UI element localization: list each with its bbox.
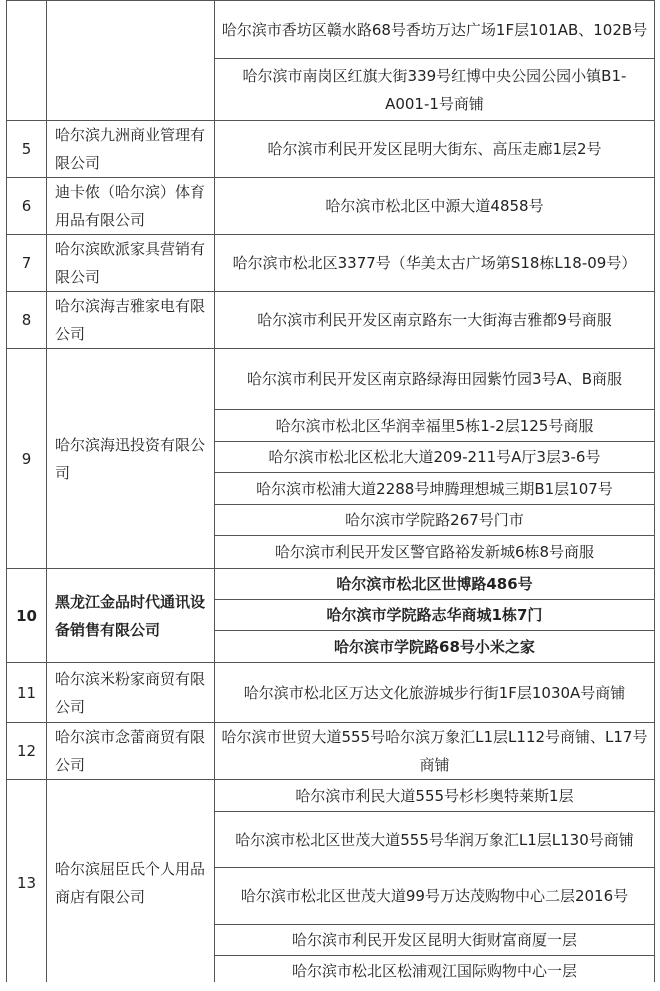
company-name: 哈尔滨海迅投资有限公司 xyxy=(47,349,215,569)
company-name: 哈尔滨九洲商业管理有限公司 xyxy=(47,121,215,178)
company-name xyxy=(47,1,215,121)
row-number: 10 xyxy=(7,569,47,663)
table-row xyxy=(7,1,655,59)
table-row xyxy=(7,349,655,410)
store-address: 哈尔滨市松北区华润幸福里5栋1-2层125号商服 xyxy=(215,410,655,442)
company-name: 哈尔滨欧派家具营销有限公司 xyxy=(47,235,215,292)
company-name: 迪卡侬（哈尔滨）体育用品有限公司 xyxy=(47,178,215,235)
row-number: 9 xyxy=(7,349,47,569)
row-number: 6 xyxy=(7,178,47,235)
table-row xyxy=(7,780,655,812)
store-address: 哈尔滨市世贸大道555号哈尔滨万象汇L1层L112号商铺、L17号商铺 xyxy=(215,723,655,780)
row-number: 8 xyxy=(7,292,47,349)
store-address: 哈尔滨市松北区松北大道209-211号A厅3层3-6号 xyxy=(215,442,655,473)
store-address: 哈尔滨市松北区世茂大道555号华润万象汇L1层L130号商铺 xyxy=(215,812,655,868)
store-address: 哈尔滨市学院路68号小米之家 xyxy=(215,631,655,663)
store-address: 哈尔滨市松浦大道2288号坤腾理想城三期B1层107号 xyxy=(215,473,655,505)
table-row xyxy=(7,569,655,600)
store-address: 哈尔滨市利民开发区昆明大街东、高压走廊1层2号 xyxy=(215,121,655,178)
store-address: 哈尔滨市松北区世茂大道99号万达茂购物中心二层2016号 xyxy=(215,868,655,925)
row-number: 11 xyxy=(7,663,47,723)
store-address: 哈尔滨市松北区松浦观江国际购物中心一层 xyxy=(215,956,655,986)
store-address: 哈尔滨市利民开发区南京路绿海田园紫竹园3号A、B商服 xyxy=(215,349,655,410)
store-address: 哈尔滨市利民开发区警官路裕发新城6栋8号商服 xyxy=(215,536,655,569)
store-address: 哈尔滨市学院路志华商城1栋7门 xyxy=(215,600,655,631)
company-name: 哈尔滨屈臣氏个人用品商店有限公司 xyxy=(47,780,215,986)
store-address: 哈尔滨市南岗区红旗大街339号红博中央公园公园小镇B1-A001-1号商铺 xyxy=(215,59,655,121)
row-number: 7 xyxy=(7,235,47,292)
store-address: 哈尔滨市松北区万达文化旅游城步行街1F层1030A号商铺 xyxy=(215,663,655,723)
store-address: 哈尔滨市学院路267号门市 xyxy=(215,505,655,536)
store-address: 哈尔滨市利民开发区昆明大街财富商厦一层 xyxy=(215,925,655,956)
company-name: 黑龙江金品时代通讯设备销售有限公司 xyxy=(47,569,215,663)
table-row xyxy=(7,723,655,780)
page-bottom-edge xyxy=(0,982,660,991)
row-number: 5 xyxy=(7,121,47,178)
company-name: 哈尔滨海吉雅家电有限公司 xyxy=(47,292,215,349)
table-row xyxy=(7,121,655,178)
row-number xyxy=(7,1,47,121)
table-row xyxy=(7,292,655,349)
table-row xyxy=(7,235,655,292)
table-row xyxy=(7,663,655,723)
store-address: 哈尔滨市松北区中源大道4858号 xyxy=(215,178,655,235)
company-name: 哈尔滨市念蕾商贸有限公司 xyxy=(47,723,215,780)
row-number: 13 xyxy=(7,780,47,986)
store-address: 哈尔滨市松北区3377号（华美太古广场第S18栋L18-09号） xyxy=(215,235,655,292)
store-address: 哈尔滨市利民大道555号杉杉奥特莱斯1层 xyxy=(215,780,655,812)
row-number: 12 xyxy=(7,723,47,780)
store-table xyxy=(6,0,655,986)
table-row xyxy=(7,178,655,235)
company-name: 哈尔滨米粉家商贸有限公司 xyxy=(47,663,215,723)
store-address: 哈尔滨市利民开发区南京路东一大街海吉雅都9号商服 xyxy=(215,292,655,349)
store-address: 哈尔滨市香坊区赣水路68号香坊万达广场1F层101AB、102B号 xyxy=(215,1,655,59)
store-address: 哈尔滨市松北区世博路486号 xyxy=(215,569,655,600)
